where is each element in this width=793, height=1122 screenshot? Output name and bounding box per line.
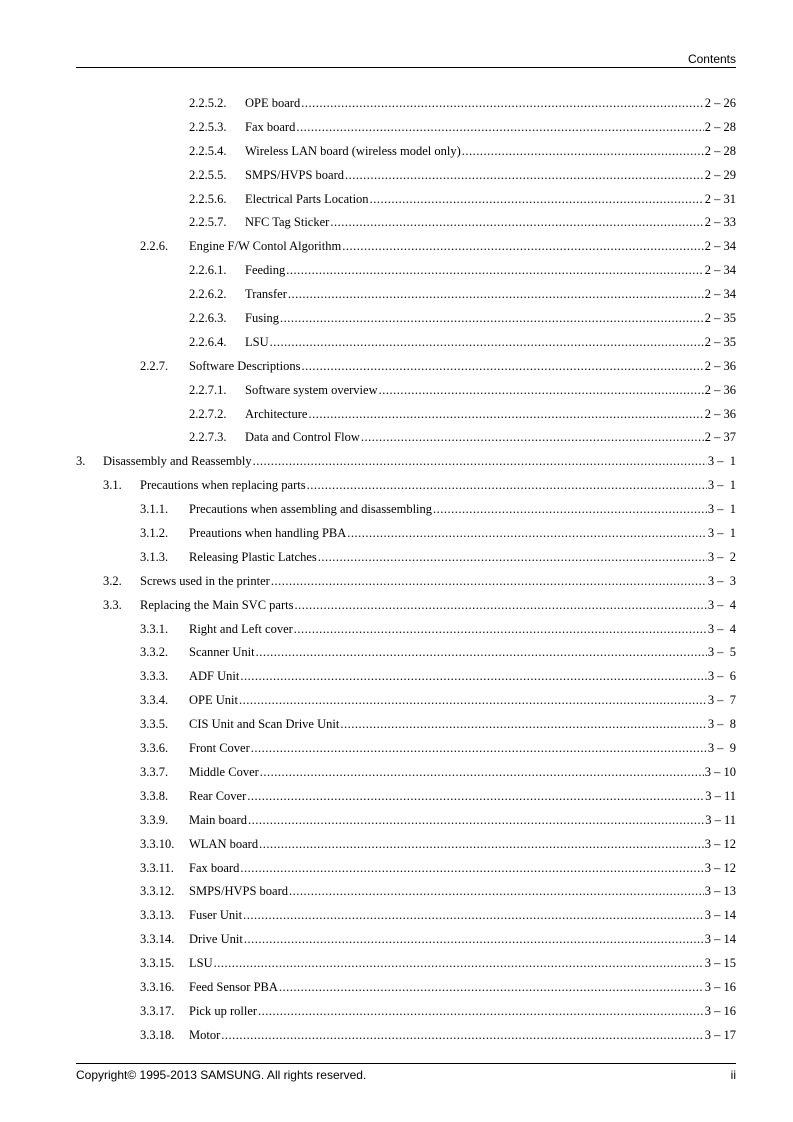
dot-leader bbox=[221, 1027, 704, 1043]
toc-entry-number: 2.2.5.5. bbox=[189, 167, 227, 182]
toc-entry-number: 3.1. bbox=[103, 478, 122, 493]
toc-entry-page: 3 – 1 bbox=[707, 454, 736, 469]
toc-entry-page: 3 – 12 bbox=[704, 860, 736, 875]
toc-entry-page: 2 – 28 bbox=[704, 119, 736, 134]
toc-entry-title: Fax board bbox=[245, 119, 296, 134]
toc-entry[interactable] bbox=[0, 713, 793, 737]
toc-entry[interactable] bbox=[0, 283, 793, 307]
toc-entry[interactable] bbox=[0, 498, 793, 522]
toc-entry[interactable] bbox=[0, 976, 793, 1000]
toc-entry[interactable] bbox=[0, 570, 793, 594]
dot-leader bbox=[340, 716, 707, 732]
toc-entry[interactable] bbox=[0, 307, 793, 331]
toc-entry[interactable] bbox=[0, 522, 793, 546]
toc-entry[interactable] bbox=[0, 737, 793, 761]
toc-entry-number: 3. bbox=[76, 454, 86, 469]
dot-leader bbox=[247, 788, 704, 804]
dot-leader bbox=[307, 477, 707, 493]
toc-entry-page: 3 – 8 bbox=[707, 717, 736, 732]
toc-entry[interactable] bbox=[0, 594, 793, 618]
toc-entry-title: Replacing the Main SVC parts bbox=[140, 597, 294, 612]
toc-entry[interactable] bbox=[0, 235, 793, 259]
toc-entry[interactable] bbox=[0, 188, 793, 212]
toc-entry-page: 2 – 35 bbox=[704, 311, 736, 326]
toc-entry-page: 2 – 26 bbox=[704, 96, 736, 110]
toc-entry-number: 2.2.6.3. bbox=[189, 311, 227, 326]
toc-entry-page: 2 – 31 bbox=[704, 191, 736, 206]
toc-entry[interactable] bbox=[0, 546, 793, 570]
toc-entry-title: SMPS/HVPS board bbox=[189, 884, 288, 899]
toc-entry-number: 3.3.16. bbox=[140, 979, 175, 994]
toc-entry-number: 3.3. bbox=[103, 597, 122, 612]
toc-entry[interactable] bbox=[0, 641, 793, 665]
toc-entry-title: Drive Unit bbox=[189, 932, 243, 947]
toc-entry-number: 2.2.7. bbox=[140, 358, 169, 373]
table-of-contents bbox=[0, 92, 793, 1048]
toc-entry-page: 3 – 9 bbox=[707, 741, 736, 756]
toc-entry-title: LSU bbox=[245, 334, 269, 349]
toc-entry-title: Precautions when replacing parts bbox=[140, 478, 306, 493]
toc-entry-page: 3 – 16 bbox=[704, 979, 736, 994]
toc-entry-page: 3 – 7 bbox=[707, 693, 736, 708]
page-footer bbox=[76, 1063, 736, 1084]
toc-entry-title: Electrical Parts Location bbox=[245, 191, 369, 206]
dot-leader bbox=[214, 955, 704, 971]
toc-entry[interactable] bbox=[0, 904, 793, 928]
toc-entry[interactable] bbox=[0, 833, 793, 857]
toc-entry-number: 3.3.12. bbox=[140, 884, 175, 899]
dot-leader bbox=[279, 979, 704, 995]
toc-entry-title: Feeding bbox=[245, 263, 286, 278]
toc-entry-number: 3.3.7. bbox=[140, 764, 169, 779]
toc-entry-title: Main board bbox=[189, 812, 247, 827]
toc-entry-number: 3.3.14. bbox=[140, 932, 175, 947]
toc-entry-number: 3.2. bbox=[103, 573, 122, 588]
toc-entry[interactable] bbox=[0, 116, 793, 140]
toc-entry-page: 2 – 37 bbox=[704, 430, 736, 445]
dot-leader bbox=[296, 119, 703, 135]
toc-entry-title: LSU bbox=[189, 956, 213, 971]
toc-entry-page: 2 – 33 bbox=[704, 215, 736, 230]
dot-leader bbox=[270, 334, 704, 350]
dot-leader bbox=[260, 764, 704, 780]
toc-entry[interactable] bbox=[0, 857, 793, 881]
toc-entry-page: 3 – 3 bbox=[707, 573, 736, 588]
toc-entry-title: Right and Left cover bbox=[189, 621, 293, 636]
toc-entry-title: OPE board bbox=[245, 96, 301, 110]
dot-leader bbox=[379, 382, 704, 398]
toc-entry-title: Feed Sensor PBA bbox=[189, 979, 278, 994]
toc-entry-title: Pick up roller bbox=[189, 1003, 258, 1018]
dot-leader bbox=[318, 549, 707, 565]
toc-entry[interactable] bbox=[0, 928, 793, 952]
dot-leader bbox=[330, 214, 703, 230]
toc-entry-title: Data and Control Flow bbox=[245, 430, 360, 445]
dot-leader bbox=[289, 883, 704, 899]
toc-entry-page: 3 – 14 bbox=[704, 932, 736, 947]
page-header bbox=[76, 52, 736, 68]
toc-entry-number: 3.3.8. bbox=[140, 788, 169, 803]
toc-entry-title: Screws used in the printer bbox=[140, 573, 270, 588]
toc-entry-number: 2.2.5.6. bbox=[189, 191, 227, 206]
toc-entry-title: SMPS/HVPS board bbox=[245, 167, 344, 182]
toc-entry-page: 3 – 1 bbox=[707, 502, 736, 517]
toc-entry-number: 3.3.13. bbox=[140, 908, 175, 923]
toc-entry-number: 3.3.6. bbox=[140, 741, 169, 756]
toc-entry-number: 2.2.6.4. bbox=[189, 334, 227, 349]
toc-entry-title: Releasing Plastic Latches bbox=[189, 549, 317, 564]
toc-entry-title: Preautions when handling PBA bbox=[189, 526, 347, 541]
toc-entry-title: Software Descriptions bbox=[189, 358, 301, 373]
toc-entry-page: 3 – 5 bbox=[707, 645, 736, 660]
toc-entry-title: Architecture bbox=[245, 406, 308, 421]
toc-entry-page: 2 – 35 bbox=[704, 334, 736, 349]
dot-leader bbox=[256, 644, 707, 660]
toc-entry-number: 3.3.4. bbox=[140, 693, 169, 708]
toc-entry-page: 3 – 13 bbox=[704, 884, 736, 899]
dot-leader bbox=[361, 429, 704, 445]
toc-entry-title: Motor bbox=[189, 1027, 221, 1042]
toc-entry-page: 2 – 36 bbox=[704, 382, 736, 397]
toc-entry[interactable] bbox=[0, 952, 793, 976]
toc-entry-number: 2.2.7.3. bbox=[189, 430, 227, 445]
dot-leader bbox=[253, 453, 707, 469]
toc-entry-title: Transfer bbox=[245, 287, 287, 302]
toc-entry[interactable] bbox=[0, 809, 793, 833]
toc-entry-title: Engine F/W Contol Algorithm bbox=[189, 239, 342, 254]
toc-entry-title: Disassembly and Reassembly bbox=[103, 454, 252, 469]
dot-leader bbox=[301, 95, 704, 111]
dot-leader bbox=[294, 621, 707, 637]
toc-entry[interactable] bbox=[0, 689, 793, 713]
toc-entry-number: 3.3.18. bbox=[140, 1027, 175, 1042]
toc-entry-title: OPE Unit bbox=[189, 693, 238, 708]
toc-entry[interactable] bbox=[0, 1000, 793, 1024]
toc-entry[interactable] bbox=[0, 140, 793, 164]
toc-entry[interactable] bbox=[0, 355, 793, 379]
toc-entry-title: Scanner Unit bbox=[189, 645, 255, 660]
toc-entry-number: 3.3.15. bbox=[140, 956, 175, 971]
toc-entry-page: 2 – 29 bbox=[704, 167, 736, 182]
dot-leader bbox=[271, 573, 707, 589]
toc-entry-number: 2.2.5.4. bbox=[189, 143, 227, 158]
dot-leader bbox=[243, 907, 704, 923]
toc-entry-page: 3 – 2 bbox=[707, 549, 736, 564]
toc-entry-number: 2.2.7.2. bbox=[189, 406, 227, 421]
dot-leader bbox=[286, 262, 703, 278]
toc-entry-number: 2.2.5.2. bbox=[189, 96, 227, 110]
dot-leader bbox=[251, 740, 707, 756]
toc-entry-number: 3.3.17. bbox=[140, 1003, 175, 1018]
toc-entry-title: Middle Cover bbox=[189, 764, 259, 779]
toc-entry-number: 3.1.3. bbox=[140, 549, 169, 564]
dot-leader bbox=[301, 358, 703, 374]
toc-entry-page: 2 – 34 bbox=[704, 239, 736, 254]
toc-entry[interactable] bbox=[0, 164, 793, 188]
toc-entry-number: 2.2.7.1. bbox=[189, 382, 227, 397]
toc-entry-page: 3 – 4 bbox=[707, 597, 736, 612]
toc-entry[interactable] bbox=[0, 259, 793, 283]
toc-entry-page: 3 – 11 bbox=[705, 788, 736, 803]
toc-entry-title: NFC Tag Sticker bbox=[245, 215, 330, 230]
toc-entry-number: 3.3.1. bbox=[140, 621, 169, 636]
toc-entry-number: 3.3.9. bbox=[140, 812, 169, 827]
dot-leader bbox=[370, 191, 704, 207]
toc-entry-number: 3.3.2. bbox=[140, 645, 169, 660]
toc-entry[interactable] bbox=[0, 403, 793, 427]
dot-leader bbox=[462, 143, 704, 159]
dot-leader bbox=[239, 692, 707, 708]
toc-entry[interactable] bbox=[0, 665, 793, 689]
toc-entry-number: 2.2.6.1. bbox=[189, 263, 227, 278]
dot-leader bbox=[347, 525, 707, 541]
toc-entry-page: 3 – 16 bbox=[704, 1003, 736, 1018]
toc-entry-number: 3.3.5. bbox=[140, 717, 169, 732]
toc-entry-page: 3 – 1 bbox=[707, 478, 736, 493]
toc-entry-page: 3 – 4 bbox=[707, 621, 736, 636]
toc-entry-page: 3 – 1 bbox=[707, 526, 736, 541]
toc-entry[interactable] bbox=[0, 211, 793, 235]
toc-entry-title: CIS Unit and Scan Drive Unit bbox=[189, 717, 340, 732]
dot-leader bbox=[258, 1003, 704, 1019]
dot-leader bbox=[288, 286, 704, 302]
toc-entry-page: 3 – 17 bbox=[704, 1027, 736, 1042]
toc-entry[interactable] bbox=[0, 379, 793, 403]
toc-entry-number: 3.3.10. bbox=[140, 836, 175, 851]
toc-entry-page: 3 – 6 bbox=[707, 669, 736, 684]
dot-leader bbox=[248, 812, 704, 828]
toc-entry-page: 2 – 36 bbox=[704, 406, 736, 421]
toc-entry-title: Fuser Unit bbox=[189, 908, 243, 923]
dot-leader bbox=[308, 406, 703, 422]
toc-entry-title: Precautions when assembling and disassembling bbox=[189, 502, 433, 517]
toc-entry-page: 3 – 14 bbox=[704, 908, 736, 923]
toc-entry-title: Front Cover bbox=[189, 741, 250, 756]
toc-entry-title: Software system overview bbox=[245, 382, 378, 397]
toc-entry[interactable] bbox=[0, 331, 793, 355]
toc-entry-title: Fax board bbox=[189, 860, 240, 875]
toc-entry[interactable] bbox=[0, 785, 793, 809]
toc-entry[interactable] bbox=[0, 618, 793, 642]
toc-entry-page: 2 – 34 bbox=[704, 287, 736, 302]
dot-leader bbox=[240, 860, 703, 876]
toc-entry-number: 2.2.5.3. bbox=[189, 119, 227, 134]
toc-entry-number: 3.3.3. bbox=[140, 669, 169, 684]
toc-entry-title: WLAN board bbox=[189, 836, 259, 851]
dot-leader bbox=[342, 238, 704, 254]
toc-entry-number: 3.1.2. bbox=[140, 526, 169, 541]
toc-entry-number: 3.1.1. bbox=[140, 502, 169, 517]
toc-entry-page: 3 – 11 bbox=[705, 812, 736, 827]
dot-leader bbox=[433, 501, 707, 517]
toc-entry-title: Fusing bbox=[245, 311, 280, 326]
toc-entry-title: Wireless LAN board (wireless model only) bbox=[245, 143, 461, 158]
toc-entry-title: Rear Cover bbox=[189, 788, 247, 803]
toc-entry-page: 3 – 12 bbox=[704, 836, 736, 851]
toc-entry-page: 2 – 28 bbox=[704, 143, 736, 158]
dot-leader bbox=[294, 597, 706, 613]
toc-entry-number: 3.3.11. bbox=[140, 860, 174, 875]
toc-entry-page: 2 – 36 bbox=[704, 358, 736, 373]
dot-leader bbox=[280, 310, 704, 326]
dot-leader bbox=[244, 931, 704, 947]
toc-entry-page: 2 – 34 bbox=[704, 263, 736, 278]
dot-leader bbox=[259, 836, 704, 852]
dot-leader bbox=[240, 668, 707, 684]
toc-entry-number: 2.2.6. bbox=[140, 239, 169, 254]
toc-entry-number: 2.2.5.7. bbox=[189, 215, 227, 230]
toc-entry[interactable] bbox=[0, 450, 793, 474]
toc-entry[interactable] bbox=[0, 426, 793, 450]
toc-entry[interactable] bbox=[0, 761, 793, 785]
toc-entry[interactable] bbox=[0, 474, 793, 498]
page-number: ii bbox=[730, 1068, 736, 1082]
header-title: Contents bbox=[687, 52, 736, 66]
dot-leader bbox=[345, 167, 704, 183]
copyright-text: Copyright© 1995-2013 SAMSUNG. All rights reserved. bbox=[76, 1068, 367, 1082]
toc-entry-title: ADF Unit bbox=[189, 669, 240, 684]
toc-entry-page: 3 – 15 bbox=[704, 956, 736, 971]
toc-entry-number: 2.2.6.2. bbox=[189, 287, 227, 302]
toc-entry[interactable] bbox=[0, 880, 793, 904]
toc-entry[interactable] bbox=[0, 1024, 793, 1048]
toc-entry-page: 3 – 10 bbox=[704, 764, 736, 779]
toc-entry[interactable] bbox=[0, 92, 793, 116]
